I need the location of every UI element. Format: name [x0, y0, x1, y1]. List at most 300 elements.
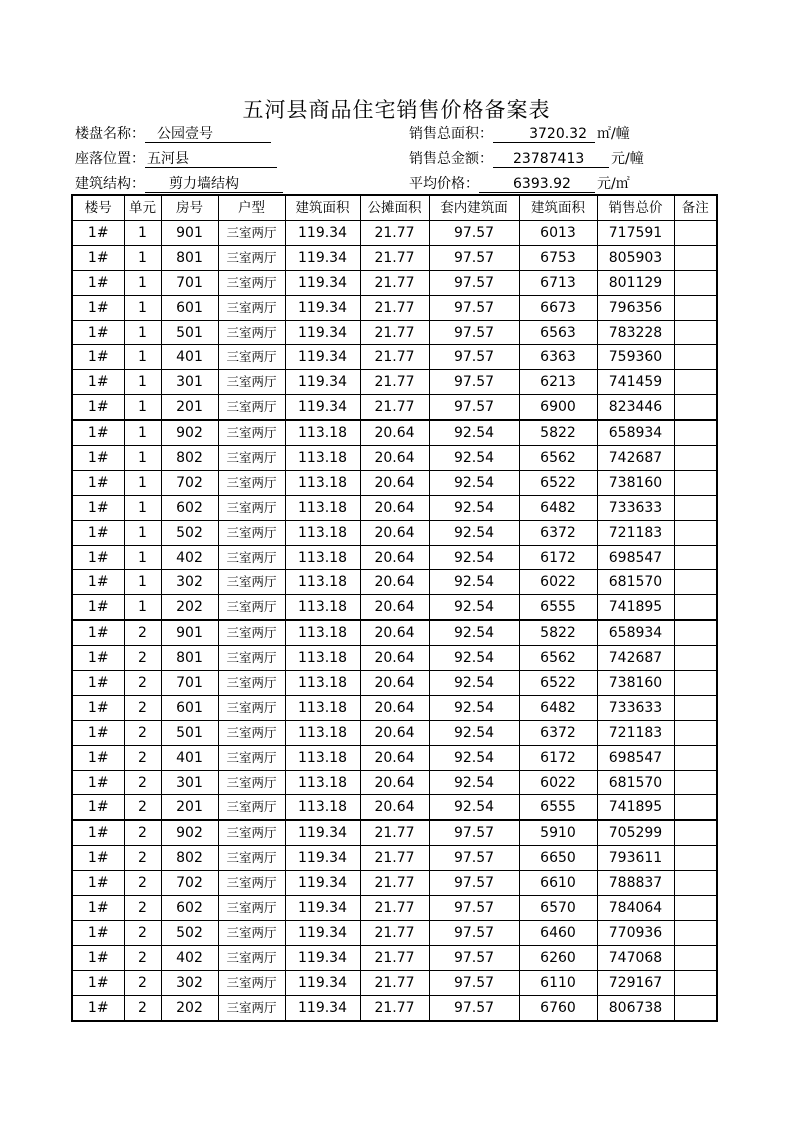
- cell-floor-area: 119.34: [285, 920, 360, 945]
- table-row: [72, 420, 717, 445]
- cell-total-price: 729167: [597, 970, 674, 995]
- cell-shared-area: 20.64: [360, 795, 429, 820]
- cell-room: 501: [161, 320, 218, 345]
- cell-remarks: [674, 920, 717, 945]
- cell-unit-price: 6562: [519, 646, 597, 671]
- cell-room: 701: [161, 671, 218, 696]
- cell-building: 1#: [72, 470, 124, 495]
- cell-unit-price: 5910: [519, 820, 597, 845]
- cell-remarks: [674, 420, 717, 445]
- cell-inner-area: 97.57: [429, 245, 519, 270]
- cell-unit-price: 5822: [519, 620, 597, 645]
- cell-unit: 1: [124, 470, 161, 495]
- page-title: 五河县商品住宅销售价格备案表: [242, 98, 551, 122]
- cell-shared-area: 20.64: [360, 570, 429, 595]
- cell-total-price: 681570: [597, 570, 674, 595]
- table-row: [72, 295, 717, 320]
- cell-building: 1#: [72, 545, 124, 570]
- cell-unit-price: 6555: [519, 795, 597, 820]
- cell-unit: 2: [124, 745, 161, 770]
- cell-shared-area: 21.77: [360, 345, 429, 370]
- cell-shared-area: 20.64: [360, 720, 429, 745]
- cell-unit: 2: [124, 795, 161, 820]
- total-amount-row: [409, 150, 644, 168]
- total-amount-label: 销售总金额：: [409, 151, 493, 167]
- cell-total-price: 796356: [597, 295, 674, 320]
- cell-remarks: [674, 871, 717, 896]
- cell-unit: 2: [124, 720, 161, 745]
- table-row: [72, 671, 717, 696]
- cell-inner-area: 97.57: [429, 970, 519, 995]
- cell-unit: 1: [124, 520, 161, 545]
- cell-floor-area: 119.34: [285, 345, 360, 370]
- cell-unit: 2: [124, 846, 161, 871]
- cell-remarks: [674, 745, 717, 770]
- cell-shared-area: 20.64: [360, 620, 429, 645]
- cell-total-price: 806738: [597, 995, 674, 1020]
- cell-inner-area: 92.54: [429, 545, 519, 570]
- cell-floor-area: 113.18: [285, 595, 360, 620]
- cell-layout: 三室两厅: [218, 595, 285, 620]
- cell-total-price: 784064: [597, 896, 674, 921]
- cell-shared-area: 20.64: [360, 495, 429, 520]
- cell-unit: 1: [124, 595, 161, 620]
- avg-price-text: 6393.92: [513, 176, 571, 192]
- cell-inner-area: 92.54: [429, 595, 519, 620]
- cell-room: 702: [161, 871, 218, 896]
- cell-shared-area: 21.77: [360, 995, 429, 1020]
- cell-floor-area: 113.18: [285, 545, 360, 570]
- cell-room: 801: [161, 646, 218, 671]
- cell-layout: 三室两厅: [218, 345, 285, 370]
- cell-floor-area: 113.18: [285, 420, 360, 445]
- cell-unit-price: 6563: [519, 320, 597, 345]
- cell-inner-area: 92.54: [429, 570, 519, 595]
- structure-text: 剪力墙结构: [169, 176, 239, 192]
- cell-room: 702: [161, 470, 218, 495]
- cell-remarks: [674, 270, 717, 295]
- cell-inner-area: 92.54: [429, 695, 519, 720]
- cell-total-price: 741895: [597, 595, 674, 620]
- cell-unit-price: 6013: [519, 221, 597, 246]
- cell-remarks: [674, 370, 717, 395]
- cell-room: 401: [161, 745, 218, 770]
- cell-shared-area: 20.64: [360, 770, 429, 795]
- cell-inner-area: 97.57: [429, 945, 519, 970]
- cell-unit: 2: [124, 770, 161, 795]
- cell-room: 802: [161, 446, 218, 471]
- cell-shared-area: 20.64: [360, 695, 429, 720]
- cell-floor-area: 113.18: [285, 695, 360, 720]
- cell-shared-area: 21.77: [360, 970, 429, 995]
- cell-building: 1#: [72, 570, 124, 595]
- cell-unit-price: 6482: [519, 695, 597, 720]
- cell-floor-area: 113.18: [285, 470, 360, 495]
- table-row: [72, 495, 717, 520]
- cell-building: 1#: [72, 345, 124, 370]
- cell-shared-area: 20.64: [360, 545, 429, 570]
- cell-remarks: [674, 221, 717, 246]
- table-row: [72, 945, 717, 970]
- cell-layout: 三室两厅: [218, 745, 285, 770]
- project-name-text: 公园壹号: [157, 126, 213, 142]
- cell-layout: 三室两厅: [218, 646, 285, 671]
- cell-remarks: [674, 545, 717, 570]
- cell-remarks: [674, 820, 717, 845]
- structure-label: 建筑结构：: [75, 176, 145, 192]
- table-body: [72, 195, 717, 1021]
- cell-total-price: 759360: [597, 345, 674, 370]
- cell-total-price: 705299: [597, 820, 674, 845]
- cell-layout: 三室两厅: [218, 470, 285, 495]
- cell-floor-area: 119.34: [285, 871, 360, 896]
- total-area-label: 销售总面积：: [409, 126, 493, 142]
- cell-building: 1#: [72, 620, 124, 645]
- cell-shared-area: 21.77: [360, 270, 429, 295]
- table-row: [72, 995, 717, 1020]
- cell-shared-area: 20.64: [360, 671, 429, 696]
- project-name-label: 楼盘名称：: [75, 126, 145, 142]
- cell-inner-area: 92.54: [429, 470, 519, 495]
- avg-price-label: 平均价格：: [409, 176, 479, 192]
- cell-shared-area: 21.77: [360, 221, 429, 246]
- cell-inner-area: 92.54: [429, 420, 519, 445]
- table-row: [72, 770, 717, 795]
- cell-building: 1#: [72, 770, 124, 795]
- cell-unit: 2: [124, 896, 161, 921]
- cell-unit: 2: [124, 871, 161, 896]
- cell-floor-area: 119.34: [285, 896, 360, 921]
- cell-floor-area: 119.34: [285, 270, 360, 295]
- cell-layout: 三室两厅: [218, 970, 285, 995]
- cell-remarks: [674, 945, 717, 970]
- cell-floor-area: 113.18: [285, 646, 360, 671]
- total-area-unit: ㎡/幢: [597, 126, 630, 142]
- cell-unit-price: 6460: [519, 920, 597, 945]
- header-remarks: 备注: [674, 195, 717, 221]
- structure-value: [145, 176, 283, 193]
- cell-unit-price: 6760: [519, 995, 597, 1020]
- header-inner-area: 套内建筑面: [429, 195, 519, 221]
- cell-total-price: 738160: [597, 671, 674, 696]
- total-area-value: [493, 126, 595, 143]
- cell-unit-price: 6522: [519, 470, 597, 495]
- cell-building: 1#: [72, 520, 124, 545]
- cell-shared-area: 21.77: [360, 395, 429, 420]
- cell-floor-area: 119.34: [285, 995, 360, 1020]
- cell-unit-price: 6753: [519, 245, 597, 270]
- cell-remarks: [674, 320, 717, 345]
- cell-shared-area: 21.77: [360, 320, 429, 345]
- table-row: [72, 620, 717, 645]
- cell-layout: 三室两厅: [218, 920, 285, 945]
- cell-shared-area: 21.77: [360, 871, 429, 896]
- cell-remarks: [674, 671, 717, 696]
- cell-room: 201: [161, 795, 218, 820]
- cell-unit: 2: [124, 620, 161, 645]
- cell-total-price: 788837: [597, 871, 674, 896]
- cell-layout: 三室两厅: [218, 896, 285, 921]
- cell-room: 602: [161, 495, 218, 520]
- cell-total-price: 805903: [597, 245, 674, 270]
- cell-shared-area: 20.64: [360, 520, 429, 545]
- cell-floor-area: 113.18: [285, 795, 360, 820]
- cell-building: 1#: [72, 446, 124, 471]
- cell-building: 1#: [72, 995, 124, 1020]
- cell-shared-area: 21.77: [360, 295, 429, 320]
- cell-building: 1#: [72, 720, 124, 745]
- cell-remarks: [674, 570, 717, 595]
- header-shared-area: 公摊面积: [360, 195, 429, 221]
- cell-layout: 三室两厅: [218, 395, 285, 420]
- cell-floor-area: 119.34: [285, 820, 360, 845]
- cell-remarks: [674, 520, 717, 545]
- cell-floor-area: 119.34: [285, 945, 360, 970]
- cell-inner-area: 92.54: [429, 446, 519, 471]
- cell-inner-area: 97.57: [429, 320, 519, 345]
- cell-building: 1#: [72, 245, 124, 270]
- location-row: [75, 150, 277, 168]
- avg-price-row: [409, 175, 630, 193]
- cell-unit: 2: [124, 695, 161, 720]
- project-name-row: [75, 125, 271, 143]
- cell-floor-area: 119.34: [285, 221, 360, 246]
- cell-room: 402: [161, 545, 218, 570]
- cell-unit-price: 6022: [519, 570, 597, 595]
- cell-room: 801: [161, 245, 218, 270]
- cell-building: 1#: [72, 820, 124, 845]
- cell-inner-area: 97.57: [429, 820, 519, 845]
- cell-layout: 三室两厅: [218, 795, 285, 820]
- cell-total-price: 801129: [597, 270, 674, 295]
- cell-unit: 1: [124, 345, 161, 370]
- cell-total-price: 793611: [597, 846, 674, 871]
- cell-floor-area: 113.18: [285, 570, 360, 595]
- cell-layout: 三室两厅: [218, 245, 285, 270]
- cell-unit-price: 6482: [519, 495, 597, 520]
- project-name-value: [145, 126, 271, 143]
- header-unit-price: 建筑面积: [519, 195, 597, 221]
- cell-total-price: 733633: [597, 695, 674, 720]
- cell-total-price: 742687: [597, 646, 674, 671]
- header-total-price: 销售总价: [597, 195, 674, 221]
- cell-remarks: [674, 470, 717, 495]
- cell-layout: 三室两厅: [218, 720, 285, 745]
- cell-inner-area: 97.57: [429, 270, 519, 295]
- cell-inner-area: 97.57: [429, 896, 519, 921]
- cell-building: 1#: [72, 420, 124, 445]
- cell-floor-area: 113.18: [285, 770, 360, 795]
- header-room: 房号: [161, 195, 218, 221]
- table-row: [72, 395, 717, 420]
- cell-total-price: 721183: [597, 520, 674, 545]
- cell-unit: 1: [124, 245, 161, 270]
- cell-remarks: [674, 720, 717, 745]
- cell-unit-price: 6260: [519, 945, 597, 970]
- cell-total-price: 721183: [597, 720, 674, 745]
- cell-floor-area: 113.18: [285, 446, 360, 471]
- cell-total-price: 681570: [597, 770, 674, 795]
- cell-room: 302: [161, 970, 218, 995]
- cell-floor-area: 119.34: [285, 295, 360, 320]
- total-amount-unit: 元/幢: [611, 151, 644, 167]
- cell-unit-price: 5822: [519, 420, 597, 445]
- cell-unit: 1: [124, 420, 161, 445]
- cell-room: 602: [161, 896, 218, 921]
- cell-room: 201: [161, 395, 218, 420]
- cell-room: 301: [161, 370, 218, 395]
- total-area-row: [409, 125, 630, 143]
- cell-room: 601: [161, 295, 218, 320]
- cell-layout: 三室两厅: [218, 420, 285, 445]
- cell-shared-area: 20.64: [360, 470, 429, 495]
- cell-inner-area: 97.57: [429, 846, 519, 871]
- cell-unit-price: 6372: [519, 520, 597, 545]
- cell-floor-area: 113.18: [285, 745, 360, 770]
- cell-layout: 三室两厅: [218, 871, 285, 896]
- table-row: [72, 970, 717, 995]
- cell-room: 601: [161, 695, 218, 720]
- cell-unit: 2: [124, 646, 161, 671]
- table-header-row: [72, 195, 717, 221]
- cell-remarks: [674, 695, 717, 720]
- cell-inner-area: 97.57: [429, 295, 519, 320]
- cell-building: 1#: [72, 871, 124, 896]
- cell-floor-area: 119.34: [285, 970, 360, 995]
- cell-shared-area: 20.64: [360, 595, 429, 620]
- cell-layout: 三室两厅: [218, 221, 285, 246]
- header-unit: 单元: [124, 195, 161, 221]
- cell-inner-area: 92.54: [429, 646, 519, 671]
- cell-shared-area: 20.64: [360, 646, 429, 671]
- cell-remarks: [674, 345, 717, 370]
- cell-layout: 三室两厅: [218, 446, 285, 471]
- cell-remarks: [674, 770, 717, 795]
- cell-unit-price: 6213: [519, 370, 597, 395]
- cell-remarks: [674, 245, 717, 270]
- cell-building: 1#: [72, 495, 124, 520]
- cell-room: 701: [161, 270, 218, 295]
- cell-room: 902: [161, 820, 218, 845]
- cell-unit-price: 6900: [519, 395, 597, 420]
- cell-total-price: 733633: [597, 495, 674, 520]
- table-row: [72, 871, 717, 896]
- table-row: [72, 595, 717, 620]
- cell-shared-area: 21.77: [360, 245, 429, 270]
- cell-room: 301: [161, 770, 218, 795]
- cell-inner-area: 92.54: [429, 671, 519, 696]
- cell-remarks: [674, 495, 717, 520]
- total-amount-text: 23787413: [513, 151, 585, 167]
- cell-unit: 1: [124, 570, 161, 595]
- cell-unit: 1: [124, 370, 161, 395]
- cell-inner-area: 97.57: [429, 221, 519, 246]
- table-row: [72, 470, 717, 495]
- cell-inner-area: 92.54: [429, 745, 519, 770]
- cell-shared-area: 21.77: [360, 370, 429, 395]
- price-table: [71, 194, 718, 1022]
- cell-room: 401: [161, 345, 218, 370]
- cell-room: 502: [161, 920, 218, 945]
- cell-remarks: [674, 595, 717, 620]
- cell-unit: 2: [124, 945, 161, 970]
- cell-layout: 三室两厅: [218, 820, 285, 845]
- cell-layout: 三室两厅: [218, 770, 285, 795]
- table-row: [72, 370, 717, 395]
- cell-shared-area: 21.77: [360, 820, 429, 845]
- cell-unit: 2: [124, 820, 161, 845]
- table-row: [72, 345, 717, 370]
- cell-unit-price: 6673: [519, 295, 597, 320]
- cell-room: 802: [161, 846, 218, 871]
- cell-layout: 三室两厅: [218, 295, 285, 320]
- cell-building: 1#: [72, 945, 124, 970]
- cell-building: 1#: [72, 920, 124, 945]
- cell-total-price: 770936: [597, 920, 674, 945]
- cell-unit: 1: [124, 495, 161, 520]
- cell-unit: 1: [124, 270, 161, 295]
- table-row: [72, 795, 717, 820]
- cell-inner-area: 97.57: [429, 995, 519, 1020]
- cell-unit: 1: [124, 320, 161, 345]
- cell-inner-area: 92.54: [429, 720, 519, 745]
- cell-remarks: [674, 846, 717, 871]
- table-row: [72, 695, 717, 720]
- cell-total-price: 738160: [597, 470, 674, 495]
- cell-remarks: [674, 970, 717, 995]
- cell-unit: 1: [124, 395, 161, 420]
- cell-layout: 三室两厅: [218, 520, 285, 545]
- cell-room: 402: [161, 945, 218, 970]
- cell-remarks: [674, 896, 717, 921]
- table-row: [72, 545, 717, 570]
- cell-floor-area: 119.34: [285, 370, 360, 395]
- cell-layout: 三室两厅: [218, 846, 285, 871]
- cell-floor-area: 113.18: [285, 720, 360, 745]
- cell-inner-area: 92.54: [429, 620, 519, 645]
- cell-inner-area: 97.57: [429, 370, 519, 395]
- cell-unit: 2: [124, 970, 161, 995]
- cell-shared-area: 20.64: [360, 446, 429, 471]
- cell-floor-area: 119.34: [285, 245, 360, 270]
- cell-layout: 三室两厅: [218, 995, 285, 1020]
- cell-unit: 2: [124, 671, 161, 696]
- cell-layout: 三室两厅: [218, 320, 285, 345]
- cell-inner-area: 92.54: [429, 770, 519, 795]
- table-row: [72, 221, 717, 246]
- cell-building: 1#: [72, 295, 124, 320]
- location-text: 五河县: [147, 151, 189, 167]
- cell-building: 1#: [72, 970, 124, 995]
- cell-room: 202: [161, 995, 218, 1020]
- cell-inner-area: 97.57: [429, 395, 519, 420]
- location-label: 座落位置：: [75, 151, 145, 167]
- cell-layout: 三室两厅: [218, 695, 285, 720]
- cell-layout: 三室两厅: [218, 945, 285, 970]
- cell-total-price: 658934: [597, 620, 674, 645]
- cell-total-price: 783228: [597, 320, 674, 345]
- cell-unit: 1: [124, 295, 161, 320]
- cell-remarks: [674, 620, 717, 645]
- cell-shared-area: 21.77: [360, 896, 429, 921]
- cell-building: 1#: [72, 395, 124, 420]
- location-value: [145, 151, 277, 168]
- header-layout: 户型: [218, 195, 285, 221]
- total-amount-value: [493, 151, 609, 168]
- cell-total-price: 698547: [597, 745, 674, 770]
- cell-building: 1#: [72, 846, 124, 871]
- cell-building: 1#: [72, 221, 124, 246]
